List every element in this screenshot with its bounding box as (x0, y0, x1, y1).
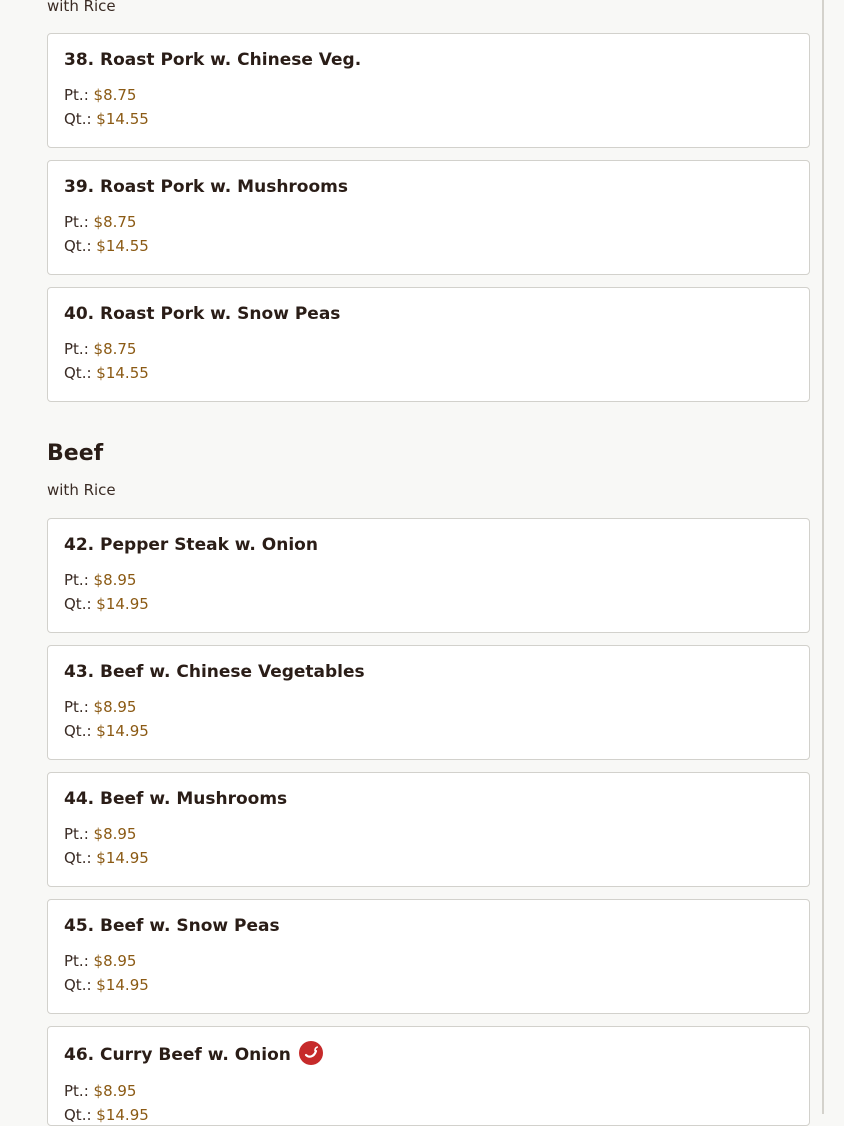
price-row-pint (64, 340, 136, 358)
pint-price: $8.95 (93, 698, 137, 716)
pint-price: $8.95 (93, 1082, 137, 1100)
price-row-quart (64, 849, 149, 867)
menu-item-name: 44. Beef w. Mushrooms (64, 789, 288, 809)
pint-label: Pt.: (64, 213, 89, 231)
pint-label: Pt.: (64, 952, 89, 970)
quart-label: Qt.: (64, 595, 92, 613)
pint-label: Pt.: (64, 571, 89, 589)
menu-item-card[interactable] (47, 1026, 810, 1126)
quart-price: $14.95 (96, 976, 149, 994)
quart-price: $14.55 (96, 237, 149, 255)
menu-item-card[interactable] (47, 33, 810, 148)
pint-label: Pt.: (64, 1082, 89, 1100)
quart-price: $14.55 (96, 110, 149, 128)
pint-price: $8.95 (93, 825, 137, 843)
menu-item-card[interactable] (47, 518, 810, 633)
quart-label: Qt.: (64, 364, 92, 382)
menu-item-card[interactable] (47, 287, 810, 402)
chili-pepper-icon (299, 1041, 323, 1065)
quart-label: Qt.: (64, 1106, 92, 1124)
scroll-divider (822, 0, 824, 1114)
price-row-quart (64, 364, 149, 382)
menu-item-name: 39. Roast Pork w. Mushrooms (64, 177, 348, 197)
menu-item-name (64, 1043, 323, 1067)
quart-label: Qt.: (64, 722, 92, 740)
section-subtitle: with Rice (47, 0, 116, 15)
menu-item-name: 45. Beef w. Snow Peas (64, 916, 280, 936)
pint-price: $8.75 (93, 340, 137, 358)
price-row-pint (64, 825, 136, 843)
price-row-pint (64, 1082, 136, 1100)
price-row-pint (64, 571, 136, 589)
quart-price: $14.95 (96, 1106, 149, 1124)
price-row-quart (64, 110, 149, 128)
pint-label: Pt.: (64, 698, 89, 716)
pint-label: Pt.: (64, 86, 89, 104)
pint-label: Pt.: (64, 825, 89, 843)
menu-item-name-text: 46. Curry Beef w. Onion (64, 1045, 291, 1065)
price-row-quart (64, 1106, 149, 1124)
menu-item-name: 40. Roast Pork w. Snow Peas (64, 304, 341, 324)
menu-item-card[interactable] (47, 772, 810, 887)
quart-price: $14.95 (96, 849, 149, 867)
menu-item-card[interactable] (47, 645, 810, 760)
price-row-pint (64, 213, 136, 231)
pint-price: $8.95 (93, 952, 137, 970)
price-row-quart (64, 237, 149, 255)
menu-item-name: 38. Roast Pork w. Chinese Veg. (64, 50, 362, 70)
quart-price: $14.95 (96, 722, 149, 740)
menu-item-name: 43. Beef w. Chinese Vegetables (64, 662, 365, 682)
section-subtitle: with Rice (47, 481, 116, 499)
price-row-pint (64, 952, 136, 970)
quart-label: Qt.: (64, 237, 92, 255)
quart-price: $14.55 (96, 364, 149, 382)
price-row-quart (64, 976, 149, 994)
section-title-beef: Beef (47, 441, 104, 466)
quart-label: Qt.: (64, 110, 92, 128)
pint-label: Pt.: (64, 340, 89, 358)
pint-price: $8.75 (93, 86, 137, 104)
menu-item-name: 42. Pepper Steak w. Onion (64, 535, 318, 555)
quart-price: $14.95 (96, 595, 149, 613)
menu-item-card[interactable] (47, 899, 810, 1014)
quart-label: Qt.: (64, 976, 92, 994)
price-row-quart (64, 722, 149, 740)
pint-price: $8.95 (93, 571, 137, 589)
price-row-quart (64, 595, 149, 613)
quart-label: Qt.: (64, 849, 92, 867)
pint-price: $8.75 (93, 213, 137, 231)
price-row-pint (64, 698, 136, 716)
price-row-pint (64, 86, 136, 104)
menu-item-card[interactable] (47, 160, 810, 275)
